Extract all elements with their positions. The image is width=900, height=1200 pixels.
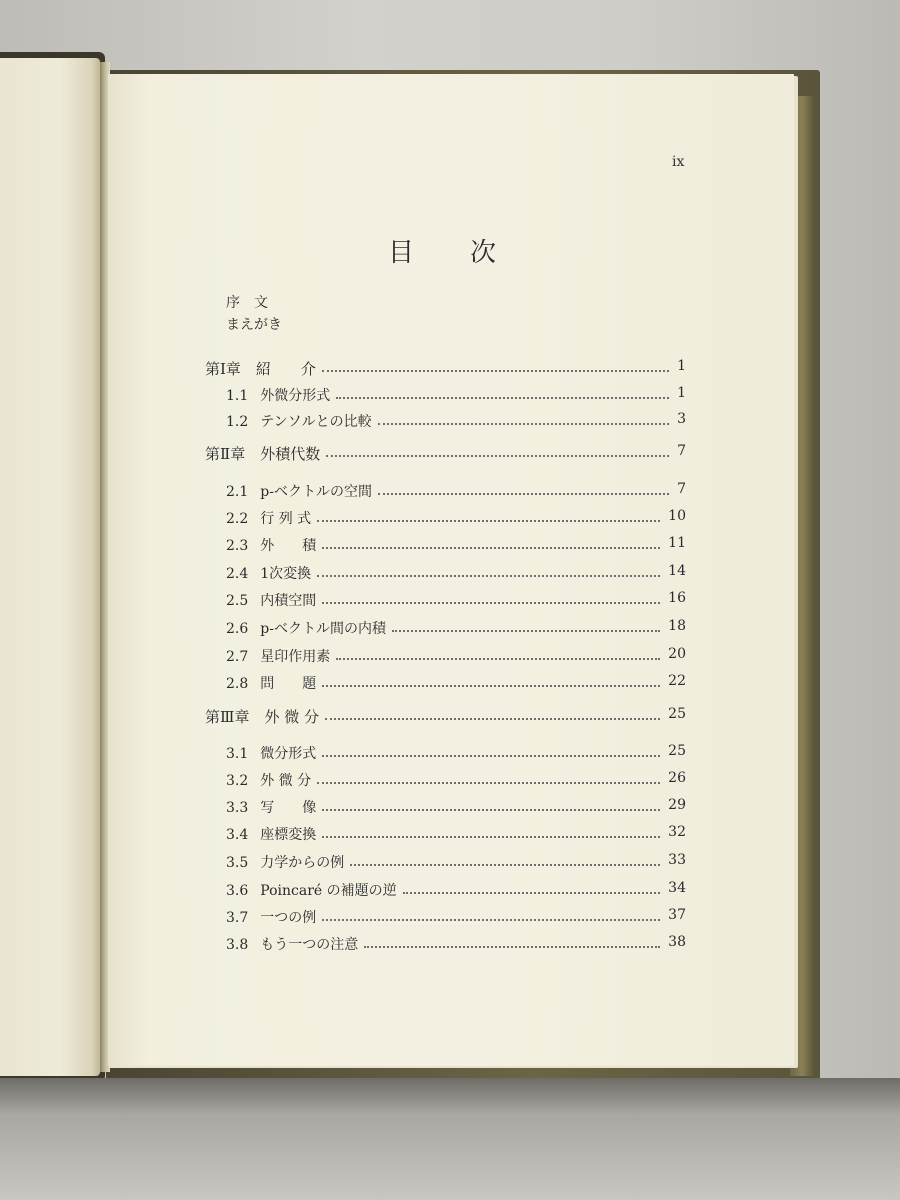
toc-leader-dots bbox=[322, 836, 660, 838]
toc-leader-dots bbox=[322, 370, 669, 372]
toc-section-row bbox=[0, 481, 900, 503]
toc-section-number: 2.6 bbox=[226, 621, 249, 637]
toc-section-label bbox=[226, 508, 311, 528]
toc-leader-dots bbox=[322, 755, 660, 757]
toc-section-label bbox=[226, 880, 397, 900]
toc-leader-dots bbox=[336, 658, 660, 660]
toc-section-row bbox=[0, 907, 900, 929]
toc-section-title: 力学からの例 bbox=[260, 855, 345, 871]
toc-section-number: 3.3 bbox=[226, 800, 249, 816]
toc-chapter-row bbox=[0, 443, 900, 465]
toc-section-number: 2.8 bbox=[226, 676, 249, 692]
toc-section-number: 3.8 bbox=[226, 937, 249, 953]
page-number: ix bbox=[672, 154, 685, 170]
toc-chapter-label: 第Ⅱ章 外積代数 bbox=[205, 445, 321, 463]
toc-section-title: 問 題 bbox=[260, 676, 317, 692]
toc-section-number: 2.1 bbox=[226, 484, 249, 500]
toc-section-row bbox=[0, 880, 900, 902]
toc-leader-dots bbox=[317, 782, 660, 784]
toc-page-number: 26 bbox=[668, 770, 686, 786]
toc-section-title: テンソルとの比較 bbox=[260, 414, 372, 430]
toc-section-label bbox=[226, 411, 372, 431]
toc-section-label bbox=[226, 852, 344, 872]
toc-page-number: 33 bbox=[668, 852, 686, 868]
toc-section-number: 2.7 bbox=[226, 649, 249, 665]
front-matter-foreword: まえがき bbox=[226, 317, 282, 333]
toc-page-number: 10 bbox=[668, 508, 686, 524]
toc-page-number: 18 bbox=[668, 618, 686, 634]
toc-section-title: もう一つの注意 bbox=[260, 937, 359, 953]
toc-section-number: 2.5 bbox=[226, 593, 249, 609]
toc-section-label bbox=[226, 563, 311, 583]
toc-leader-dots bbox=[364, 946, 660, 948]
toc-section-number: 2.2 bbox=[226, 511, 249, 527]
toc-section-title: 星印作用素 bbox=[260, 649, 331, 665]
toc-section-label bbox=[226, 673, 316, 693]
toc-section-title: p-ベクトルの空間 bbox=[260, 484, 372, 500]
toc-section-label bbox=[226, 797, 316, 817]
toc-section-row bbox=[0, 673, 900, 695]
toc-section-title: 外微分形式 bbox=[260, 388, 331, 404]
toc-page-number: 1 bbox=[677, 385, 686, 401]
toc-leader-dots bbox=[317, 520, 660, 522]
toc-chapter-label: 第Ⅲ章 外 微 分 bbox=[205, 708, 320, 726]
toc-section-label bbox=[226, 385, 330, 405]
toc-page-number: 14 bbox=[668, 563, 686, 579]
toc-page-number: 16 bbox=[668, 590, 686, 606]
toc-section-row bbox=[0, 563, 900, 585]
toc-leader-dots bbox=[322, 602, 660, 604]
toc-section-number: 1.2 bbox=[226, 414, 249, 430]
toc-section-label bbox=[226, 481, 372, 501]
toc-section-number: 3.2 bbox=[226, 773, 249, 789]
toc-leader-dots bbox=[336, 397, 669, 399]
toc-section-number: 3.4 bbox=[226, 827, 249, 843]
toc-section-row bbox=[0, 646, 900, 668]
toc-section-label bbox=[226, 646, 330, 666]
toc-section-number: 3.5 bbox=[226, 855, 249, 871]
toc-page-number: 3 bbox=[677, 411, 686, 427]
toc-page-number: 29 bbox=[668, 797, 686, 813]
toc-page-number: 25 bbox=[668, 743, 686, 759]
toc-section-title: 外 積 bbox=[260, 538, 317, 554]
toc-leader-dots bbox=[350, 864, 660, 866]
toc-section-title: 1次変換 bbox=[260, 566, 312, 582]
toc-leader-dots bbox=[322, 547, 660, 549]
toc-section-row bbox=[0, 618, 900, 640]
toc-section-title: 微分形式 bbox=[260, 746, 317, 762]
toc-page-number: 32 bbox=[668, 824, 686, 840]
toc-leader-dots bbox=[403, 892, 660, 894]
toc-section-label bbox=[226, 824, 316, 844]
toc-title-char-2: 次 bbox=[470, 238, 497, 268]
toc-chapter-label: 第Ⅰ章 紹 介 bbox=[205, 360, 316, 378]
toc-leader-dots bbox=[378, 493, 669, 495]
toc-leader-dots bbox=[317, 575, 660, 577]
toc-page-number: 25 bbox=[668, 706, 686, 722]
toc-leader-dots bbox=[325, 718, 660, 720]
toc-section-title: 行 列 式 bbox=[260, 511, 312, 527]
toc-section-row bbox=[0, 508, 900, 530]
toc-chapter-row bbox=[0, 706, 900, 728]
toc-section-title: 一つの例 bbox=[260, 910, 317, 926]
toc-section-number: 3.1 bbox=[226, 746, 249, 762]
toc-section-row bbox=[0, 411, 900, 433]
toc-section-number: 1.1 bbox=[226, 388, 249, 404]
toc-leader-dots bbox=[326, 455, 669, 457]
toc-section-title: Poincaré の補題の逆 bbox=[260, 883, 397, 899]
toc-section-row bbox=[0, 934, 900, 956]
toc-section-label bbox=[226, 590, 316, 610]
toc-section-row bbox=[0, 590, 900, 612]
toc-section-row bbox=[0, 743, 900, 765]
toc-page-number: 7 bbox=[677, 481, 686, 497]
toc-section-title: 写 像 bbox=[260, 800, 317, 816]
toc-page-number: 37 bbox=[668, 907, 686, 923]
toc-page-number: 11 bbox=[668, 535, 686, 551]
toc-section-number: 2.3 bbox=[226, 538, 249, 554]
toc-title bbox=[388, 232, 508, 266]
toc-section-label bbox=[226, 934, 358, 954]
toc-section-row bbox=[0, 852, 900, 874]
toc-page-number: 22 bbox=[668, 673, 686, 689]
toc-section-label bbox=[226, 535, 316, 555]
toc-section-label bbox=[226, 907, 316, 927]
toc-section-title: 内積空間 bbox=[260, 593, 317, 609]
toc-leader-dots bbox=[378, 423, 669, 425]
front-matter-preface: 序 文 bbox=[226, 295, 268, 311]
toc-page-number: 20 bbox=[668, 646, 686, 662]
toc-section-title: p-ベクトル間の内積 bbox=[260, 621, 386, 637]
toc-section-number: 2.4 bbox=[226, 566, 249, 582]
toc-section-label bbox=[226, 770, 311, 790]
toc-page-number: 1 bbox=[677, 358, 686, 374]
toc-section-row bbox=[0, 824, 900, 846]
toc-chapter-row bbox=[0, 358, 900, 380]
toc-section-title: 座標変換 bbox=[260, 827, 317, 843]
toc-page-number: 7 bbox=[677, 443, 686, 459]
toc-page-number: 34 bbox=[668, 880, 686, 896]
toc-section-row bbox=[0, 770, 900, 792]
toc-leader-dots bbox=[322, 919, 660, 921]
toc-section-label bbox=[226, 618, 386, 638]
toc-section-number: 3.7 bbox=[226, 910, 249, 926]
toc-page-number: 38 bbox=[668, 934, 686, 950]
toc-section-title: 外 微 分 bbox=[260, 773, 312, 789]
toc-section-label bbox=[226, 743, 316, 763]
toc-section-row bbox=[0, 385, 900, 407]
toc-leader-dots bbox=[322, 685, 660, 687]
toc-title-char-1: 目 bbox=[388, 238, 415, 268]
toc-leader-dots bbox=[322, 809, 660, 811]
table-shadow bbox=[0, 1078, 900, 1200]
toc-section-row bbox=[0, 797, 900, 819]
toc-section-number: 3.6 bbox=[226, 883, 249, 899]
toc-leader-dots bbox=[392, 630, 660, 632]
toc-section-row bbox=[0, 535, 900, 557]
